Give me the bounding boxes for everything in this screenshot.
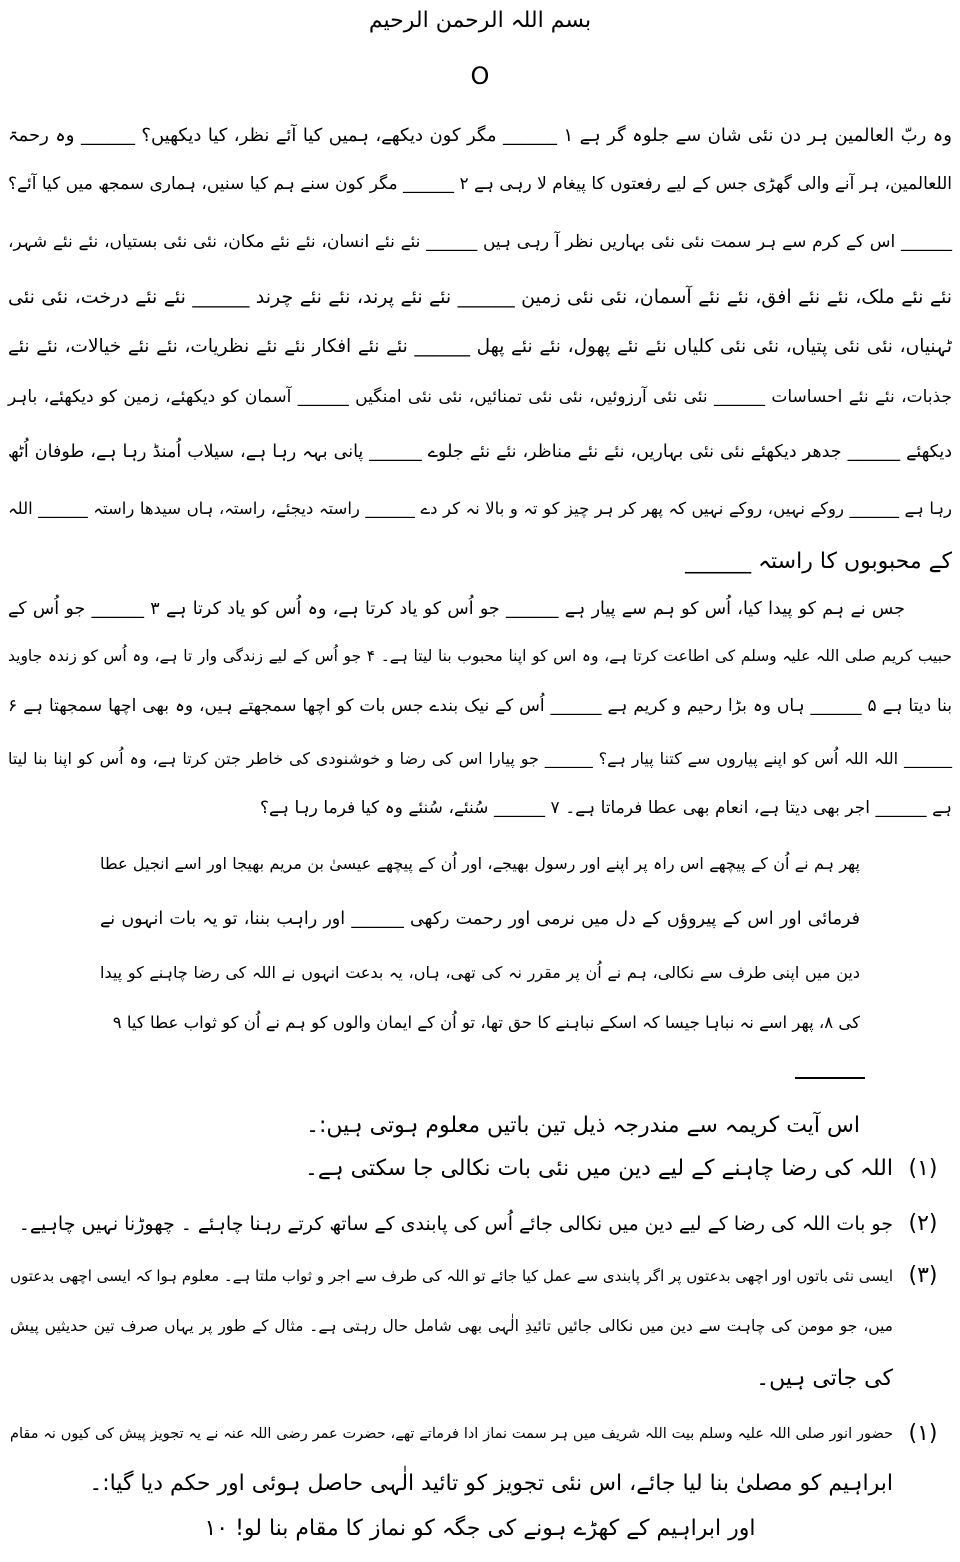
quote-line: دین میں اپنی طرف سے نکالی، ہم نے اُن پر مقرر نہ کی تھی، ہاں، یہ بدعت انہوں نے اللہ کی رضا چاہنے کو پیدا	[100, 963, 860, 982]
body-line: ______ اس کے کرم سے ہر سمت نئی نئی بہاریں نظر آ رہی ہیں ______ نئے نئے انسان، نئے نئے مکان، نئی نئی بستیاں، نئے نئے شہر،	[8, 232, 952, 252]
point-text: کی جاتی ہیں۔	[756, 1366, 893, 1391]
point-item	[10, 1410, 948, 1458]
bismillah-heading: بسم اللہ الرحمن الرحیم	[368, 8, 592, 33]
point-item	[10, 1145, 948, 1193]
section-divider	[795, 1077, 865, 1079]
body-line: رہا ہے ______ روکے نہیں، روکے نہیں کہ پھر کر ہر چیز کو تہ و بالا نہ کر دے ______ راستہ دیجئے، راستہ، ہاں سیدھا راستہ ______ اللہ	[8, 499, 952, 518]
body-line: ٹہنیاں، نئی نئی پتیاں، نئی نئی کلیاں نئے نئے پھول، نئے نئے پھل ______ نئے نئے افکار نئے نئے نظریات، نئے نئے خیالات، نئے نئے	[8, 336, 952, 357]
point-item-continued	[10, 1460, 948, 1508]
body-line: وہ ربّ العالمین ہر دن نئی شان سے جلوہ گر ہے ۱ ______ مگر کون دیکھے، ہمیں کیا آئے نظر، کیا دیکھیں؟ ______ وہ رحمۃ	[8, 125, 952, 146]
intro-line: اس آیت کریمہ سے مندرجہ ذیل تین باتیں معلوم ہوتی ہیں:۔	[306, 1113, 860, 1138]
body-line: ______ اللہ اللہ اُس کو اپنے پیاروں سے کتنا پیار ہے؟ ______ جو پیارا اس کی رضا و خوشنودی کی خاطر جتن کرتا ہے، وہ اُس کو اپنا بنا لیتا	[8, 749, 952, 768]
body-line: حبیب کریم صلی اللہ علیہ وسلم کی اطاعت کرتا ہے، وہ اس کو اپنا محبوب بنا لیتا ہے۔ ۴ جو اُس کے لیے زندگی وار تا ہے، وہ اُس کو زندہ جاوید	[8, 647, 952, 665]
point-number: (۱)	[908, 1421, 938, 1446]
circle-ornament: O	[470, 62, 490, 90]
quote-line: کی ۸، پھر اسے نہ نباہا جیسا کہ اسکے نباہنے کا حق تھا، تو اُن کے ایمان والوں کو ہم نے اُن کو ثواب عطا کیا ۹	[112, 1013, 860, 1032]
point-text: ابراہیم کو مصلیٰ بنا لیا جائے، اس نئی تجویز کو تائید الٰہی حاصل ہوئی اور حکم دیا گیا:۔	[89, 1471, 893, 1496]
point-text: جو بات اللہ کی رضا کے لیے دین میں نکالی جائے اُس کی پابندی کے ساتھ کرتے رہنا چاہئے ۔ چھوڑنا نہیں چاہیے۔	[18, 1213, 893, 1235]
point-number: (۱)	[908, 1156, 938, 1181]
point-item-continued	[10, 1302, 948, 1350]
point-text: حضور انور صلی اللہ علیہ وسلم بیت اللہ شریف میں ہر سمت نماز ادا فرماتے تھے، حضرت عمر رضی اللہ عنہ نے یہ تجویز پیش کی کیوں نہ مقام	[10, 1426, 893, 1442]
body-line: کے محبوبوں کا راستہ ______	[685, 549, 952, 574]
body-line: ہے ______ اجر بھی دیتا ہے، انعام بھی عطا فرماتا ہے۔ ۷ ______ سُنئے، سُنئے وہ کیا فرما رہا ہے؟	[260, 798, 952, 818]
body-line: اللعالمین، ہر آنے والی گھڑی جس کے لیے رفعتوں کا پیغام لا رہی ہے ۲ ______ مگر کون سنے ہم کیا سنیں، ہماری سمجھ میں کیا آئے؟	[8, 174, 952, 194]
point-number: (۳)	[908, 1263, 938, 1288]
point-text: اللہ کی رضا چاہنے کے لیے دین میں نئی بات نکالی جا سکتی ہے۔	[304, 1156, 893, 1181]
point-item	[10, 1252, 948, 1300]
point-text: ایسی نئی باتوں اور اچھی بدعتوں پر اگر پابندی سے عمل کیا جائے تو اللہ کی طرف سے اجر و ثواب ملتا ہے۔ معلوم ہوا کہ ایسی اچھی بدعتوں	[9, 1267, 893, 1285]
quote-line: پھر ہم نے اُن کے پیچھے اس راہ پر اپنے اور رسول بھیجے، اور اُن کے پیچھے عیسیٰ بن مریم بھیجا اور اسے انجیل عطا	[100, 854, 860, 873]
body-line: جذبات، نئے نئے احساسات ______ نئی نئی آرزوئیں، نئی نئی تمنائیں، نئی نئی امنگیں ______ آسمان کو دیکھئے، زمین کو دیکھئے، باہر	[8, 387, 952, 407]
final-quote: اور ابراہیم کے کھڑے ہونے کی جگہ کو نماز کا مقام بنا لو! ۱۰	[204, 1516, 756, 1541]
body-line: نئے نئے ملک، نئے نئے افق، نئے نئے آسمان، نئی نئی زمین ______ نئے نئے پرند، نئے نئے چرند ______ نئے نئے درخت، نئی نئی	[8, 286, 952, 308]
point-item	[10, 1200, 948, 1248]
point-text: میں، جو مومن کی چاہت سے دین میں نکالی جائیں تائیدِ الٰہی بھی شامل حال رہتی ہے۔ مثال کے طور پر یہاں صرف تین حدیثیں پیش	[10, 1317, 893, 1335]
body-line: دیکھئے ______ جدھر دیکھئے نئی نئی بہاریں، نئے نئے مناظر، نئے نئے جلوے ______ پانی بہہ رہا ہے، سیلاب اُمنڈ رہا ہے، طوفان اُٹھ	[8, 442, 952, 462]
body-line: بنا دیتا ہے ۵ ______ ہاں وہ بڑا رحیم و کریم ہے ______ اُس کے نیک بندے جس بات کو اچھا سمجھتے ہیں، وہ بھی اچھا سمجھتا ہے ۶	[8, 696, 952, 716]
point-number: (۲)	[908, 1211, 938, 1236]
quote-line: فرمائی اور اس کے پیروؤں کے دل میں نرمی اور رحمت رکھی ______ اور راہب بننا، تو یہ بات انہوں نے	[100, 909, 860, 929]
body-line: جس نے ہم کو پیدا کیا، اُس کو ہم سے پیار ہے ______ جو اُس کو یاد کرتا ہے، وہ اُس کو یاد کرتا ہے ۳ ______ جو اُس کے	[8, 599, 905, 619]
point-item-continued	[10, 1355, 948, 1403]
